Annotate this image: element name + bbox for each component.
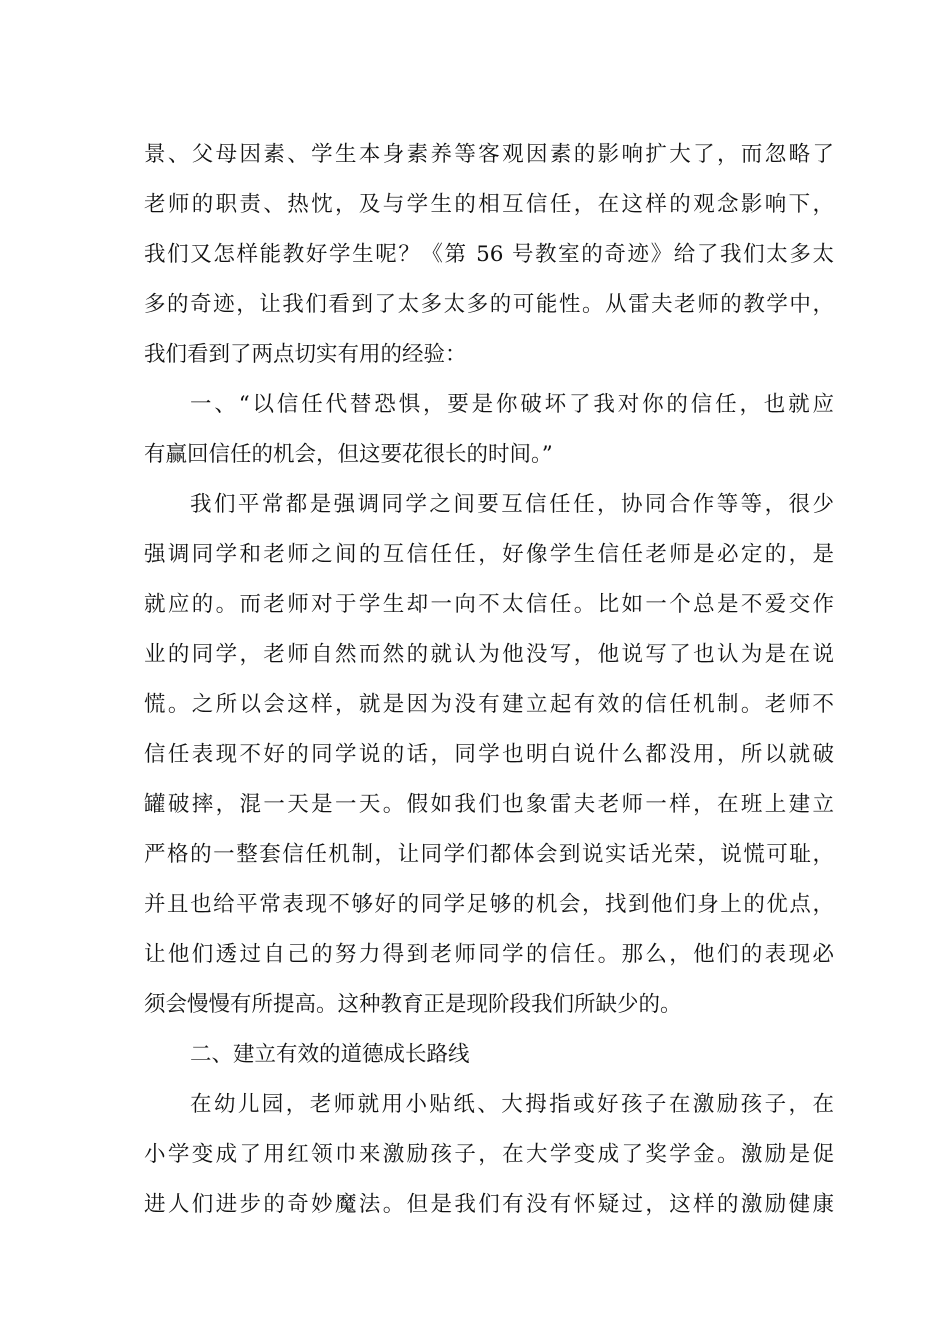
body-text (144, 130, 834, 1230)
text-line: 业的同学，老师自然而然的就认为他没写，他说写了也认为是在说 (144, 642, 834, 667)
text-line: 让他们透过自己的努力得到老师同学的信任。那么，他们的表现必 (144, 942, 834, 967)
text-line: 须会慢慢有所提高。这种教育正是现阶段我们所缺少的。 (144, 992, 682, 1017)
text-line: 我们又怎样能教好学生呢？《第 56 号教室的奇迹》给了我们太多太 (144, 242, 834, 267)
text-line: 我们平常都是强调同学之间要互信任任，协同合作等等，很少 (190, 492, 834, 517)
heading-two: 二、建立有效的道德成长路线 (190, 1042, 470, 1067)
text-line: 信任表现不好的同学说的话，同学也明白说什么都没用，所以就破 (144, 742, 834, 767)
text-line: 并且也给平常表现不够好的同学足够的机会，找到他们身上的优点， (144, 892, 834, 917)
text-line: 罐破摔，混一天是一天。假如我们也象雷夫老师一样，在班上建立 (144, 792, 834, 817)
text-line: 严格的一整套信任机制，让同学们都体会到说实话光荣，说慌可耻， (144, 842, 834, 867)
text-line: 慌。之所以会这样，就是因为没有建立起有效的信任机制。老师不 (144, 692, 834, 717)
text-line: 有赢回信任的机会，但这要花很长的时间。” (144, 442, 553, 467)
text-line: 景、父母因素、学生本身素养等客观因素的影响扩大了，而忽略了 (144, 142, 834, 167)
text-line: 小学变成了用红领巾来激励孩子，在大学变成了奖学金。激励是促 (144, 1142, 834, 1167)
text-line: 进人们进步的奇妙魔法。但是我们有没有怀疑过，这样的激励健康 (144, 1192, 834, 1217)
text-line: 老师的职责、热忱，及与学生的相互信任，在这样的观念影响下， (144, 192, 834, 217)
heading-one: 一、“以信任代替恐惧，要是你破坏了我对你的信任，也就应 (190, 392, 834, 417)
text-line: 多的奇迹，让我们看到了太多太多的可能性。从雷夫老师的教学中， (144, 292, 834, 317)
text-line: 我们看到了两点切实有用的经验： (144, 342, 467, 367)
text-line: 就应的。而老师对于学生却一向不太信任。比如一个总是不爱交作 (144, 592, 834, 617)
text-line: 强调同学和老师之间的互信任任，好像学生信任老师是必定的，是 (144, 542, 834, 567)
text-line: 在幼儿园，老师就用小贴纸、大拇指或好孩子在激励孩子，在 (190, 1092, 834, 1117)
